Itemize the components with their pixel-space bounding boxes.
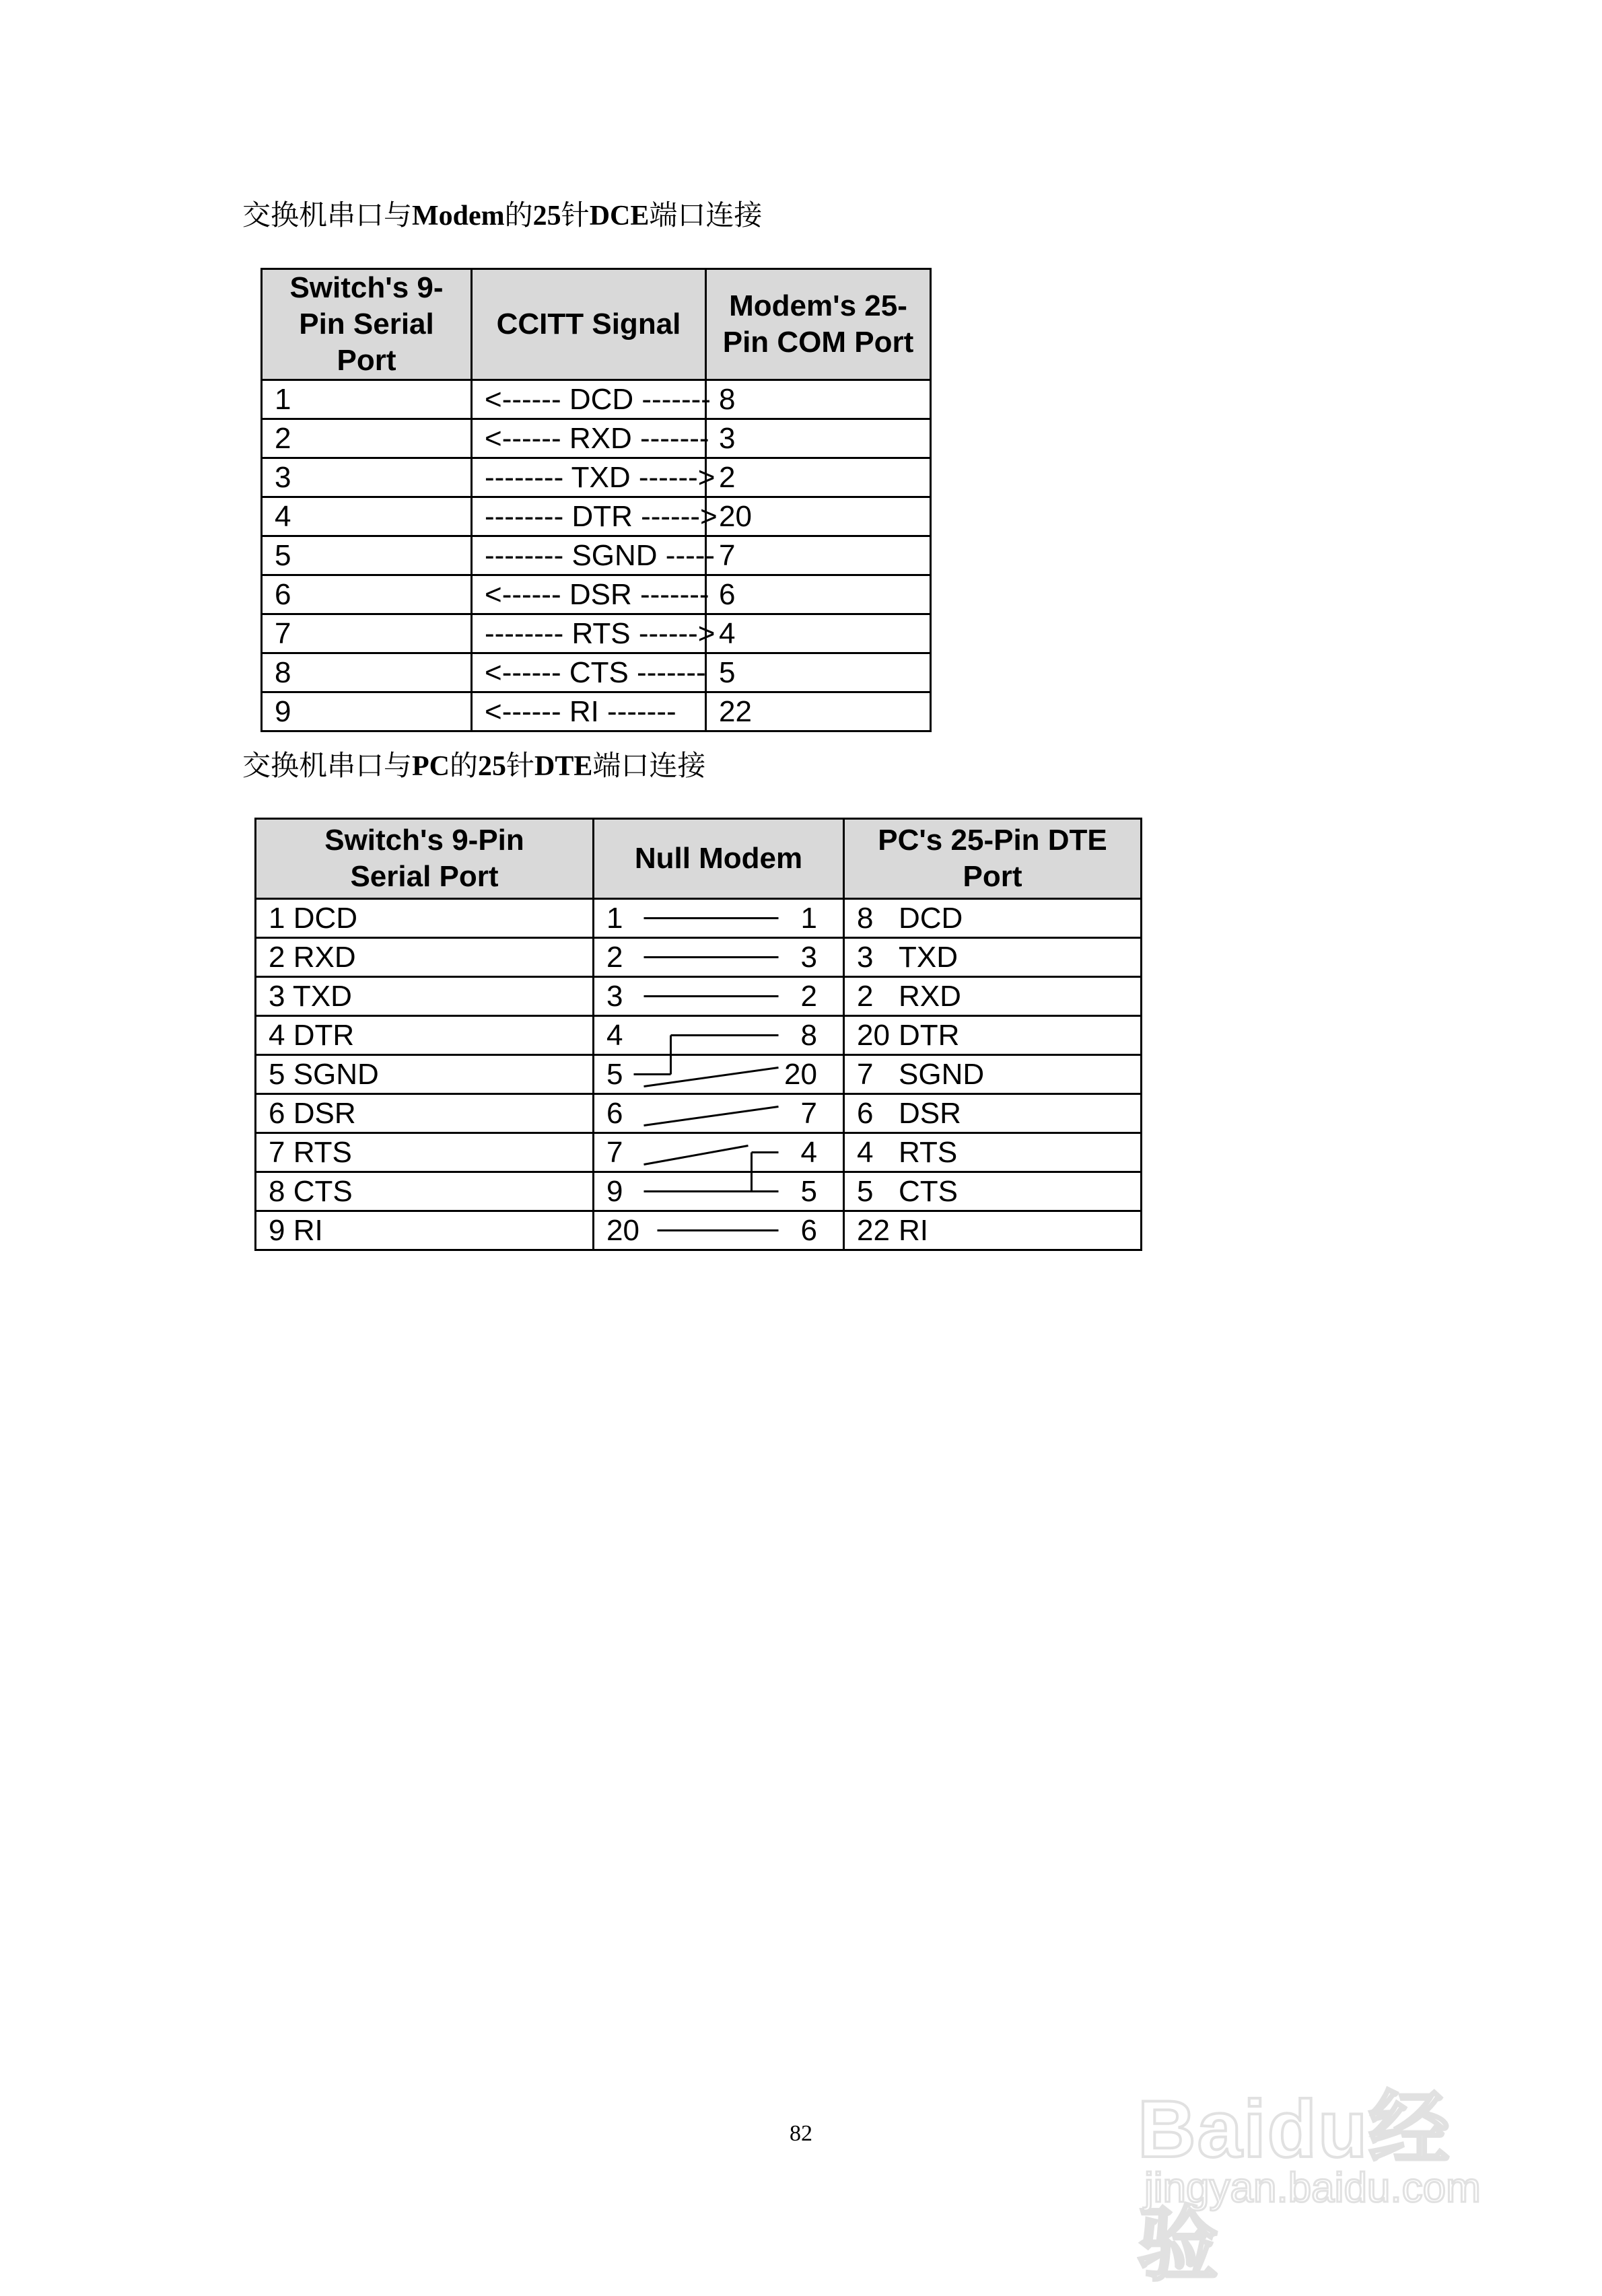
switch-signal-cell: 2 RXD — [256, 938, 594, 977]
heading-text: 针 — [506, 749, 535, 782]
header-pc-port: PC's 25-Pin DTE Port — [844, 819, 1142, 899]
pc-pin-number: 4 — [857, 1136, 874, 1169]
table-row — [262, 380, 931, 419]
modem-pinout-table — [260, 268, 932, 732]
heading-bold: DCE — [589, 201, 650, 231]
baidu-jingyan-watermark — [1138, 2024, 1514, 2290]
table-header-row — [262, 269, 931, 380]
null-modem-left-pin: 20 — [606, 1214, 639, 1247]
page-number: 82 — [790, 2121, 812, 2146]
null-modem-left-pin: 7 — [606, 1136, 623, 1169]
table-header-row — [256, 819, 1142, 899]
heading-bold: PC — [412, 751, 450, 782]
watermark-brand: Baidu经验 — [1138, 2084, 1451, 2290]
heading-text: 交换机串口与 — [242, 199, 413, 231]
pc-pin-number: 8 — [857, 902, 874, 935]
table-row — [262, 458, 931, 497]
pc-signal-name: DCD — [899, 902, 963, 935]
switch-signal-cell: 6 DSR — [256, 1094, 594, 1133]
table-row — [256, 1016, 1142, 1055]
null-modem-cell — [594, 1016, 844, 1055]
switch-pin-cell: 3 — [262, 458, 472, 497]
heading-bold: 25 — [532, 201, 561, 231]
null-modem-cell — [594, 938, 844, 977]
header-modem-port: Modem's 25-Pin COM Port — [706, 269, 931, 380]
pc-signal-name: RI — [899, 1214, 928, 1247]
pc-pin-number: 5 — [857, 1175, 874, 1208]
switch-signal-cell: 1 DCD — [256, 899, 594, 938]
switch-pin-cell: 9 — [262, 692, 472, 731]
heading-text: 针 — [561, 199, 590, 231]
header-switch-port: Switch's 9-Pin Serial Port — [262, 269, 472, 380]
null-modem-cell — [594, 1055, 844, 1094]
pc-port-cell — [844, 977, 1142, 1016]
switch-signal-cell: 8 CTS — [256, 1172, 594, 1211]
heading-bold: DTE — [534, 751, 593, 782]
switch-signal-cell: 5 SGND — [256, 1055, 594, 1094]
heading-text: 端口连接 — [592, 749, 706, 782]
table-row — [256, 977, 1142, 1016]
modem-pin-cell: 4 — [706, 614, 931, 653]
ccitt-signal-cell: <------ DSR ------- — [472, 575, 706, 614]
pc-pin-number: 7 — [857, 1058, 874, 1091]
null-modem-left-pin: 3 — [606, 980, 623, 1013]
table-row — [262, 419, 931, 458]
modem-pin-cell: 5 — [706, 653, 931, 692]
modem-pin-cell: 8 — [706, 380, 931, 419]
ccitt-signal-cell: -------- TXD ------> — [472, 458, 706, 497]
pc-signal-name: CTS — [899, 1175, 958, 1208]
null-modem-cell — [594, 899, 844, 938]
pc-signal-name: DSR — [899, 1097, 961, 1130]
modem-pin-cell: 7 — [706, 536, 931, 575]
null-modem-cell — [594, 977, 844, 1016]
ccitt-signal-cell: -------- RTS ------> — [472, 614, 706, 653]
null-modem-pinout-table — [254, 818, 1142, 1251]
modem-pin-cell: 3 — [706, 419, 931, 458]
null-modem-left-pin: 4 — [606, 1019, 623, 1052]
heading-text: 的 — [504, 199, 533, 231]
ccitt-signal-cell: <------ DCD ------- — [472, 380, 706, 419]
pc-port-cell — [844, 938, 1142, 977]
pc-port-cell — [844, 1211, 1142, 1250]
pc-pin-number: 22 — [857, 1214, 890, 1247]
switch-signal-cell: 9 RI — [256, 1211, 594, 1250]
header-switch-port: Switch's 9-Pin Serial Port — [256, 819, 594, 899]
modem-pin-cell: 2 — [706, 458, 931, 497]
table-row — [256, 1133, 1142, 1172]
ccitt-signal-cell: <------ CTS ------- — [472, 653, 706, 692]
table-row — [262, 692, 931, 731]
null-modem-cell — [594, 1172, 844, 1211]
modem-pin-cell: 6 — [706, 575, 931, 614]
ccitt-signal-cell: -------- DTR ------> — [472, 497, 706, 536]
null-modem-right-pin: 1 — [800, 902, 817, 935]
table-row — [262, 614, 931, 653]
ccitt-signal-cell: <------ RI ------- — [472, 692, 706, 731]
pc-port-cell — [844, 1055, 1142, 1094]
null-modem-right-pin: 6 — [800, 1214, 817, 1247]
pc-pin-number: 20 — [857, 1019, 890, 1052]
pc-port-cell — [844, 1016, 1142, 1055]
switch-pin-cell: 6 — [262, 575, 472, 614]
pc-port-cell — [844, 899, 1142, 938]
null-modem-left-pin: 2 — [606, 941, 623, 974]
null-modem-left-pin: 5 — [606, 1058, 623, 1091]
null-modem-right-pin: 5 — [800, 1175, 817, 1208]
modem-pin-cell: 20 — [706, 497, 931, 536]
modem-pin-cell: 22 — [706, 692, 931, 731]
pc-port-cell — [844, 1094, 1142, 1133]
pc-pin-number: 3 — [857, 941, 874, 974]
null-modem-cell — [594, 1133, 844, 1172]
null-modem-cell — [594, 1211, 844, 1250]
null-modem-left-pin: 1 — [606, 902, 623, 935]
heading-text: 端口连接 — [649, 199, 763, 231]
null-modem-right-pin: 7 — [800, 1097, 817, 1130]
table-row — [256, 899, 1142, 938]
table-row — [262, 497, 931, 536]
pc-signal-name: SGND — [899, 1058, 985, 1091]
table-row — [256, 1211, 1142, 1250]
null-modem-left-pin: 6 — [606, 1097, 623, 1130]
table-row — [262, 653, 931, 692]
null-modem-cell — [594, 1094, 844, 1133]
table-row — [256, 938, 1142, 977]
switch-pin-cell: 8 — [262, 653, 472, 692]
pc-signal-name: TXD — [899, 941, 958, 974]
null-modem-right-pin: 8 — [800, 1019, 817, 1052]
pc-port-cell — [844, 1133, 1142, 1172]
null-modem-right-pin: 4 — [800, 1136, 817, 1169]
ccitt-signal-cell: -------- SGND ----- — [472, 536, 706, 575]
pc-pin-number: 6 — [857, 1097, 874, 1130]
heading-text: 的 — [450, 749, 479, 782]
table-row — [256, 1094, 1142, 1133]
pc-signal-name: RXD — [899, 980, 961, 1013]
switch-pin-cell: 4 — [262, 497, 472, 536]
ccitt-signal-cell: <------ RXD ------- — [472, 419, 706, 458]
section-heading-pc — [242, 750, 705, 783]
switch-pin-cell: 2 — [262, 419, 472, 458]
null-modem-right-pin: 20 — [784, 1058, 817, 1091]
null-modem-right-pin: 2 — [800, 980, 817, 1013]
header-ccitt-signal: CCITT Signal — [472, 269, 706, 380]
switch-signal-cell: 3 TXD — [256, 977, 594, 1016]
switch-signal-cell: 7 RTS — [256, 1133, 594, 1172]
switch-pin-cell: 5 — [262, 536, 472, 575]
pc-port-cell — [844, 1172, 1142, 1211]
heading-bold: 25 — [478, 751, 507, 782]
switch-pin-cell: 7 — [262, 614, 472, 653]
pc-signal-name: RTS — [899, 1136, 958, 1169]
table-row — [256, 1055, 1142, 1094]
table-row — [262, 575, 931, 614]
pc-signal-name: DTR — [899, 1019, 960, 1052]
null-modem-right-pin: 3 — [800, 941, 817, 974]
switch-signal-cell: 4 DTR — [256, 1016, 594, 1055]
switch-pin-cell: 1 — [262, 380, 472, 419]
heading-text: 交换机串口与 — [242, 749, 413, 782]
heading-bold: Modem — [412, 201, 505, 231]
null-modem-left-pin: 9 — [606, 1175, 623, 1208]
header-null-modem: Null Modem — [594, 819, 844, 899]
section-heading-modem — [242, 199, 762, 232]
table-row — [256, 1172, 1142, 1211]
table-row — [262, 536, 931, 575]
watermark-url: jingyan.baidu.com — [1144, 2165, 1481, 2211]
pc-pin-number: 2 — [857, 980, 874, 1013]
